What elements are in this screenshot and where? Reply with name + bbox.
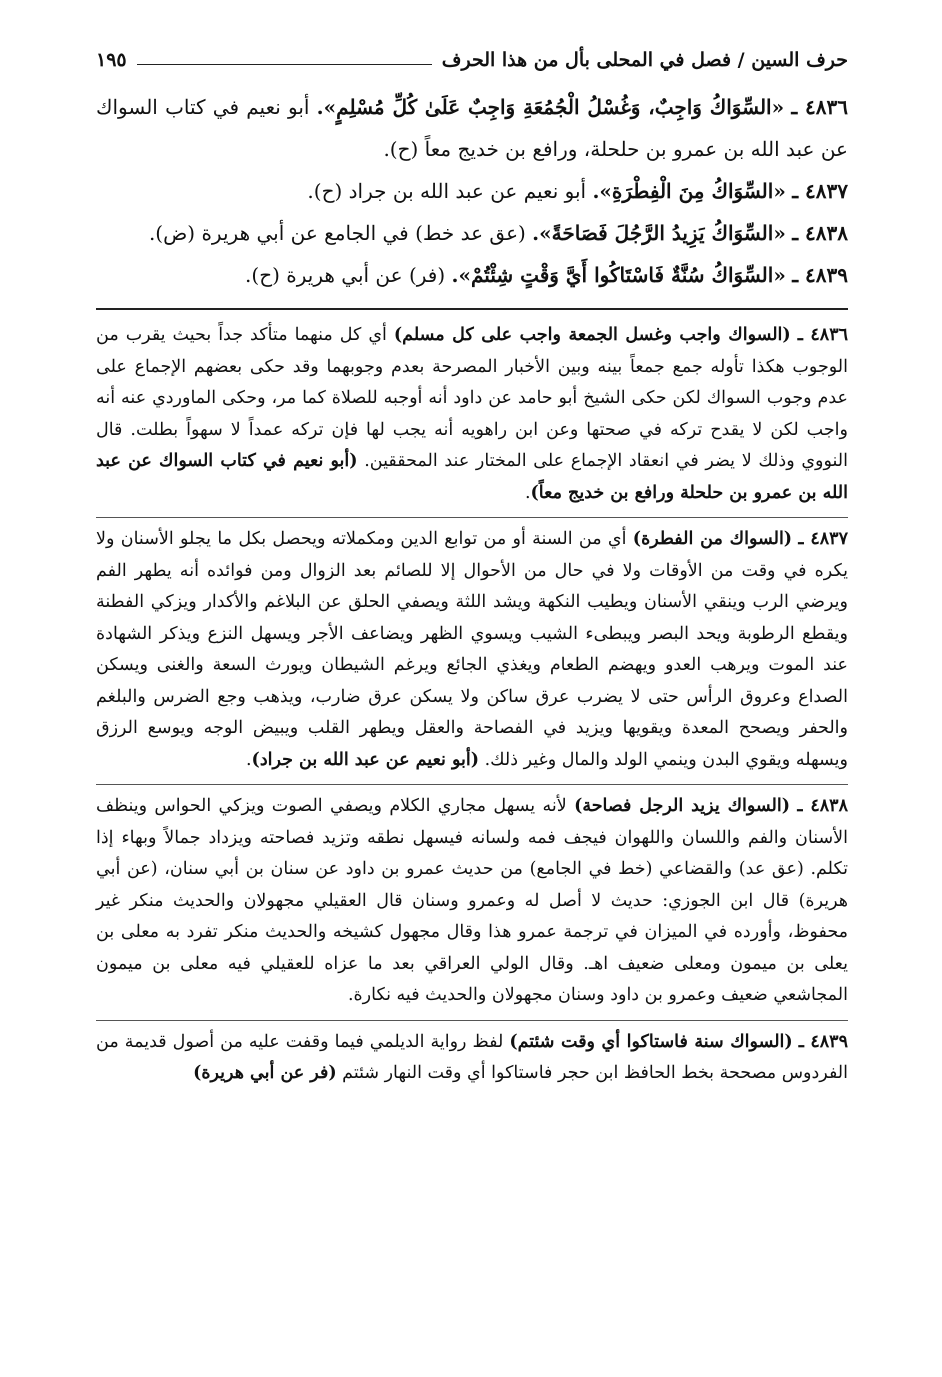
commentary-text: لفظ رواية الديلمي فيما وقفت عليه من أصول قديمة من الفردوس مصححة بخط الحافظ ابن حجر فاستاكوا أي وقت النهار شئتم [96, 1031, 848, 1083]
page [96, 40, 848, 1090]
hadith-source: (عق عد خط) في الجامع عن أبي هريرة (ض). [148, 221, 533, 245]
commentary-entry [96, 320, 848, 509]
hadith-number: ٤٨٣٩ ـ [792, 263, 848, 287]
commentary-entry [96, 1027, 848, 1090]
hadith-entry [96, 170, 848, 212]
commentary-divider [96, 517, 848, 518]
commentary-entry [96, 791, 848, 1012]
header-rule [137, 64, 432, 65]
commentary-entry [96, 524, 848, 776]
commentary-text: لأنه يسهل مجاري الكلام ويصفي الصوت ويزكي الحواس وينظف الأسنان والفم واللسان واللهوان فيجف فمه ولسانه فيسهل نطقه وتزيد فصاحته ويزداد جمالاً وبهاء إذا تكلم. (عق عد) والقضاعي (خط في الجامع) من حديث عمرو بن داود عن سنان بن أبي سنان، (عن أبي هريرة) قال ابن الجوزي: حديث لا أصل له وعمرو وسنان قال العقيلي مجهولان والحديث منكر غير محفوظ، وأورده في الميزان في ترجمة عمرو هذا وقال مجهول كشيخه والحديث منكر تفرد به معلى بن يعلى بن ميمون ومعلى ضعيف اهـ. وقال الولي العراقي بعد ما عزاه للعقيلي فيه معلى بن ميمون المجاشعي ضعيف وعمرو بن داود وسنان مجهولان والحديث فيه نكارة. [96, 796, 848, 1005]
commentary-reference: (فر عن أبي هريرة) [193, 1063, 337, 1083]
commentary-reference: (أبو نعيم في كتاب السواك عن عبد الله بن عمرو بن حلحلة ورافع بن خديج معاً) [96, 451, 848, 503]
hadith-number: ٤٨٣٨ ـ [792, 221, 848, 245]
page-number: ١٩٥ [96, 49, 127, 71]
hadith-text: «السِّوَاكُ مِنَ الْفِطْرَةِ». [592, 179, 786, 203]
hadith-source: أبو نعيم في كتاب السواك عن عبد الله بن عمرو بن حلحلة، ورافع بن خديج معاً (ح). [96, 95, 848, 161]
commentary-end: . [245, 749, 252, 770]
commentary-number: ٤٨٣٦ ـ [797, 325, 848, 345]
commentary-end: . [524, 482, 531, 503]
hadith-entry [96, 86, 848, 170]
page-header [96, 40, 848, 80]
commentary-number: ٤٨٣٧ ـ [798, 529, 848, 549]
commentary-lemma: (السواك سنة فاستاكوا أي وقت شئتم) [509, 1031, 793, 1052]
hadith-number: ٤٨٣٧ ـ [792, 179, 848, 203]
commentary-text: أي كل منهما متأكد جداً بحيث يقرب من الوجوب هكذا تأوله جمع جمعاً بينه وبين الأخبار المصرحة بعدم وجوبهما وقد حكى بعضهم الإجماع على عدم وجوب السواك لكن حكى الشيخ أبو حامد عن داود أنه أوجبه للصلاة كما مر، وحكى الماوردي عنه أنه واجب لكن لا يقدح تركه في صحتها وعن ابن راهويه أنه يجب لها فإن تركه عمداً لا سهواً بطلت. قال النووي وذلك لا يضر في انعقاد الإجماع على المختار عند المحققين. [96, 325, 848, 471]
running-title: حرف السين / فصل في المحلى بأل من هذا الحرف [441, 49, 848, 71]
commentary-lemma: (السواك من الفطرة) [632, 529, 793, 549]
hadith-number: ٤٨٣٦ ـ [791, 95, 848, 119]
commentary-number: ٤٨٣٩ ـ [798, 1031, 848, 1052]
commentary-text: أي من السنة أو من توابع الدين ومكملاته ويحصل بكل ما يجلو الأسنان ولا يكره في وقت من الأوقات ولا في حال من الأحوال إلا للصائم بعد الزوال ومن فوائده أنه يطهر الفم ويرضي الرب وينقي الأسنان ويطيب النكهة ويشد اللثة ويصفي الحلق عن البلاغم والأكدار ويزكي الفطنة ويقطع الرطوبة ويحد البصر ويبطىء الشيب ويسوي الظهر ويضاعف الأجر ويسهل النزع ويذكر الشهادة عند الموت ويرهب العدو ويهضم الطعام ويغذي الجائع ويرغم الشيطان ويورث السعة والغنى ويسكن الصداع وعروق الرأس حتى لا يضرب عرق ساكن ولا يسكن عرق ضارب، ويذهب وجع الضرس والبلغم والحفر ويصحح المعدة ويقويها ويزيد في الفصاحة والعقل ويطهر القلب ويبيض الوجه ويوسع الرزق ويسهله ويقوي البدن وينمي الولد والمال وغير ذلك. [96, 529, 848, 770]
hadith-text: «السِّوَاكُ يَزِيدُ الرَّجُلَ فَصَاحَةً». [532, 221, 786, 245]
commentary-number: ٤٨٣٨ ـ [797, 796, 848, 816]
main-separator [96, 308, 848, 310]
commentary-lemma: (السواك يزيد الرجل فصاحة) [574, 796, 790, 816]
hadith-entry [96, 212, 848, 254]
hadith-text: «السِّوَاكُ وَاجِبٌ، وَغُسْلُ الْجُمُعَةِ وَاجِبٌ عَلَىٰ كُلِّ مُسْلِمٍ». [316, 95, 785, 119]
commentary-section [96, 320, 848, 1090]
hadith-entry [96, 254, 848, 296]
commentary-divider [96, 1020, 848, 1021]
hadith-section [96, 86, 848, 296]
commentary-divider [96, 784, 848, 785]
commentary-lemma: (السواك واجب وغسل الجمعة واجب على كل مسلم) [393, 325, 791, 345]
hadith-text: «السِّوَاكُ سُنَّةٌ فَاسْتَاكُوا أَيَّ وَقْتٍ شِئْتُمْ». [451, 263, 786, 287]
commentary-reference: (أبو نعيم عن عبد الله بن جراد) [251, 749, 480, 770]
hadith-source: أبو نعيم عن عبد الله بن جراد (ح). [307, 179, 593, 203]
hadith-source: (فر) عن أبي هريرة (ح). [245, 263, 452, 287]
